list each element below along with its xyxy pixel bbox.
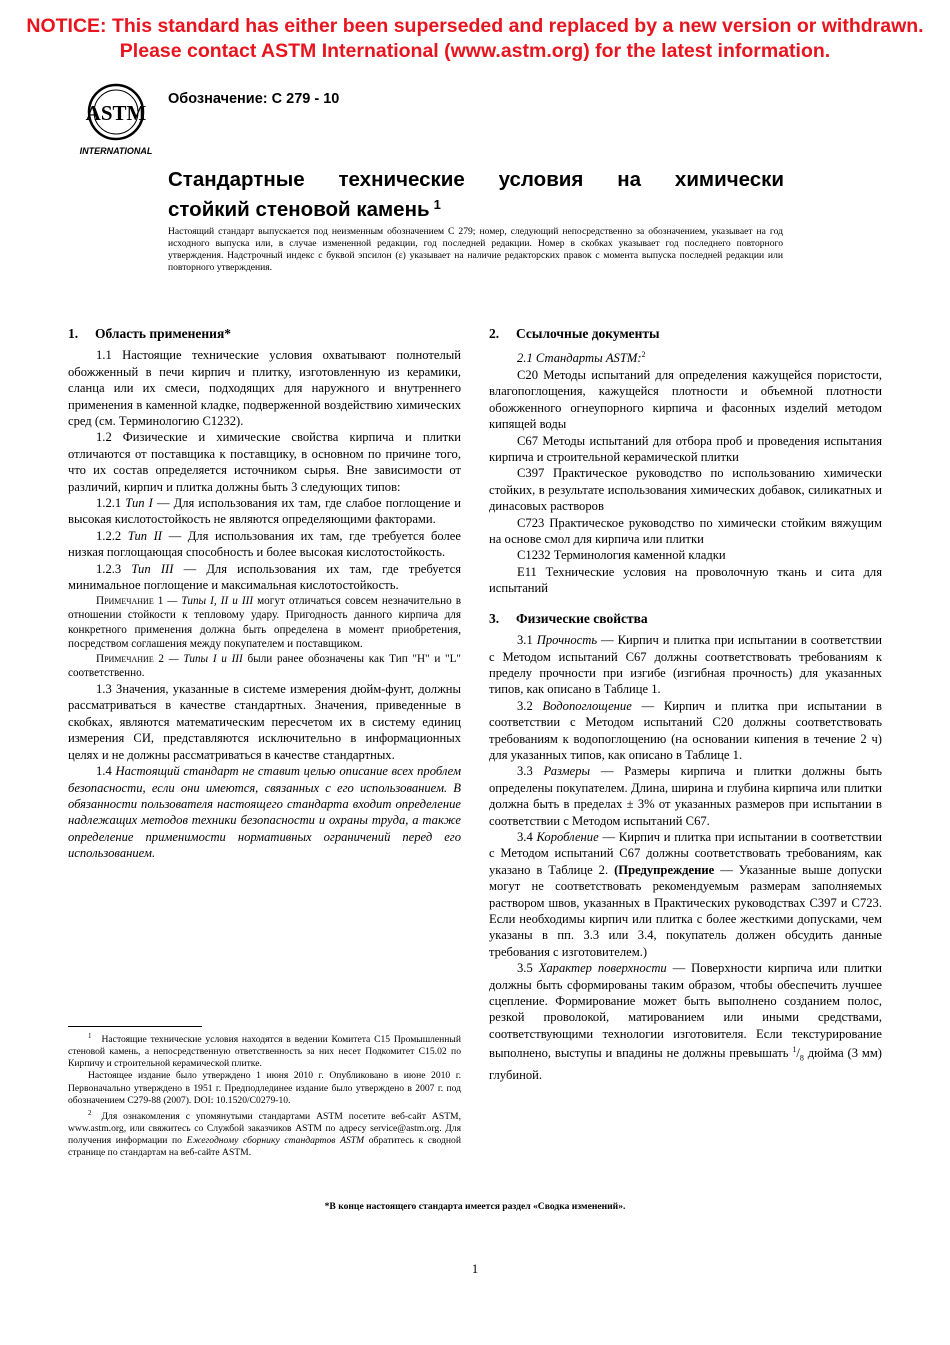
para-3-2: 3.2 Водопоглощение — Кирпич и плитка при испытании в соответствии с Методом испытаний C20 должны соответствовать требованиям к водопоглощению (на основании кипения в течение 2 ч) для указанных типов, как описано в Таблице 1. <box>489 698 882 762</box>
subsection-2-1: 2.1 Стандарты ASTM:$^2$ <box>517 350 646 366</box>
logo-text: ASTM <box>85 101 147 125</box>
section-2-heading: 2. Ссылочные документы <box>489 326 660 341</box>
para-1-1: 1.1 Настоящие технические условия охватывают полнотелый обожженный в печи кирпич и плитку, изготовленную из керамики, сланца или их смеси, подходящих для наружного и внутреннего применения в каменной кладке, подверженной воздействию химических сред (см. Терминологию C1232). <box>68 348 461 429</box>
ref-item: C67 Методы испытаний для отбора проб и проведения испытания кирпича и строительной керамической плитки <box>489 433 882 465</box>
ref-item: C1232 Терминология каменной кладки <box>517 548 726 563</box>
section-3-heading: 3. Физические свойства <box>489 610 648 626</box>
para-3-3: 3.3 Размеры — Размеры кирпича и плитки должны быть определены покупателем. Длина, ширина и глубина кирпича или плитки должна быть в пределах ± 3% от указанных размеров при испытании в соответствии с Методом испытаний C67. <box>489 764 882 828</box>
note-2: Примечание 2 — Типы I и III были ранее обозначены как Тип "H" и "L" соответственно. <box>68 652 461 680</box>
astm-logo <box>76 82 156 158</box>
astm-logo-mark <box>76 82 156 158</box>
title-line-2: стойкий стеновой камень <box>168 198 430 221</box>
footnote-rule <box>68 1026 202 1027</box>
document-title <box>168 167 784 222</box>
para-1-3: 1.3 Значения, указанные в системе измерения дюйм-фунт, должны рассматриваться в качестве стандартных. Значения, приведенные в скобках, являются математическим пересчетом их в систему единиц измерения СИ, представляются исключительно в информационных целях и не должны рассматриваться в качестве стандартных. <box>68 682 461 762</box>
para-1-2-1: 1.2.1 Тип I — Для использования их там, где слабое поглощение и высокая кислотостойкость не являются определяющими факторами. <box>68 496 462 527</box>
footnote-1: $^1$ Настоящие технические условия находятся в ведении Комитета C15 Промышленный стеновой камень, а непосредственную ответственность за них несет Подкомитет C15.02 по Кирпичу и строительной керамической плитке. <box>68 1032 461 1070</box>
summary-of-changes-note: *В конце настоящего стандарта имеется раздел «Сводка изменений». <box>324 1201 626 1212</box>
notice-line-1: NOTICE: This standard has either been superseded and replaced by a new version or withdrawn. <box>26 15 924 37</box>
footnote-2: $^2$ Для ознакомления с упомянутыми стандартами ASTM посетите веб-сайт ASTM, www.astm.org, или свяжитесь со Службой заказчиков ASTM по адресу service@astm.org. Для получения информации по Ежегодному сборнику стандартов ASTM обратитесь к сводной странице по стандартам на веб-сайте ASTM. <box>68 1108 461 1159</box>
logo-subtitle: INTERNATIONAL <box>79 146 153 156</box>
footnote-1-cont: Настоящее издание было утверждено 1 июня 2010 г. Опубликовано в июне 2010 г. Первоначально утверждено в 1951 г. Предподлединее издание было утверждено в 2007 г. под обозначением C279-88 (2007). DOI: 10.1520/C0279-10. <box>68 1070 461 1106</box>
ref-item: C723 Практическое руководство по химически стойким вяжущим на основе смол для кирпича или плитки <box>489 515 882 547</box>
section-1-heading: 1. Область применения* <box>68 326 232 341</box>
left-column <box>68 326 461 862</box>
designation: Обозначение: C 279 - 10 <box>168 91 340 107</box>
note-1: Примечание 1 — Типы I, II и III могут отличаться совсем незначительно в отношении стойкости к тепловому удару. Пригодность данного кирпича для конкретного применения должна быть определена в момент приобретения, посредством соглашения между покупателем и поставщиком. <box>68 594 461 651</box>
para-1-4: 1.4 Настоящий стандарт не ставит целью описание всех проблем безопасности, если они имеются, связанных с его использованием. В обязанности пользователя настоящего стандарта входит определение надлежащих методов техники безопасности и охраны труда, а также определение применимости нормативных ограничений перед его использованием. <box>68 764 461 861</box>
notice-line-2: Please contact ASTM International (www.astm.org) for the latest information. <box>119 40 831 62</box>
ref-item: E11 Технические условия на проволочную ткань и сита для испытаний <box>489 564 882 596</box>
notice-banner <box>0 14 950 64</box>
para-3-5: 3.5 Характер поверхности — Поверхности кирпича или плитки должны быть сформированы таким образом, чтобы обеспечить лучшее сцепление. Формирование может быть выполнено созданием полос, резкой проволокой, матированием или иными средствами, соответствующими технологии изготовителя. Если текстурирование выполнено, выступы и впадины не должны превышать $^1/_8$ дюйма (3 мм) глубиной. <box>489 961 883 1083</box>
para-1-2: 1.2 Физические и химические свойства кирпича и плитки отличаются от поставщика к поставщику, в основном по причине того, что их состав определяется источником сырья. Вне зависимости от различий, кирпич и плитка должны быть 3 следующих типов: <box>68 430 461 494</box>
footnotes <box>68 1030 461 1159</box>
para-1-2-2: 1.2.2 Тип II — Для использования их там, где требуется более низкая поглощающая способность и более высокая кислотостойкость. <box>68 528 461 560</box>
right-column <box>489 326 882 1084</box>
title-line-1: Стандартные технические условия на химически <box>168 168 784 191</box>
para-1-2-3: 1.2.3 Тип III — Для использования их там, где требуется минимальное поглощение и максимальная кислотостойкость. <box>68 561 462 593</box>
para-3-4: 3.4 Коробление — Кирпич и плитка при испытании в соответствии с Методом испытаний C67 должны соответствовать требованиям, как указано в Таблице 2. (Предупреждение — Указанные выше допуски могут не соответствовать рекомендуемым размерам заполняемых раствором швов, указанных в Практических руководствах C397 и C723. Если необходимы кирпич или плитка с более жесткими допусками, чем указаны в пп. 3.3 или 3.4, покупатель должен обсудить данные требования с изготовителем.) <box>489 829 882 959</box>
ref-item: C397 Практическое руководство по использованию химически стойких, в результате использования химических добавок, силикатных и динасовых растворов <box>489 466 882 514</box>
page-number: 1 <box>471 1262 479 1276</box>
title-footnote-mark: 1 <box>433 197 441 212</box>
ref-item: C20 Методы испытаний для определения кажущейся пористости, влагопоглощения, кажущейся плотности и объемной плотности обожженного огнеупорного кирпича и фасонных изделий методом кипящей воды <box>489 368 882 432</box>
preamble: Настоящий стандарт выпускается под неизменным обозначением C 279; номер, следующий непосредственно за обозначением, указывает на год исходного выпуска или, в случае измененной редакции, год последней редакции. Номер в скобках указывает год последнего повторного утверждения. Надстрочный индекс с буквой эпсилон (ε) указывает на наличие редакторских правок с момента выпуска последней редакции или повторного утверждения. <box>168 226 783 274</box>
para-3-1: 3.1 Прочность — Кирпич и плитка при испытании в соответствии с Методом испытаний C67 должны соответствовать требованиям к пределу прочности при изгибе (изгибная прочность) для указанных типов, как описано в Таблице 1. <box>489 633 882 697</box>
